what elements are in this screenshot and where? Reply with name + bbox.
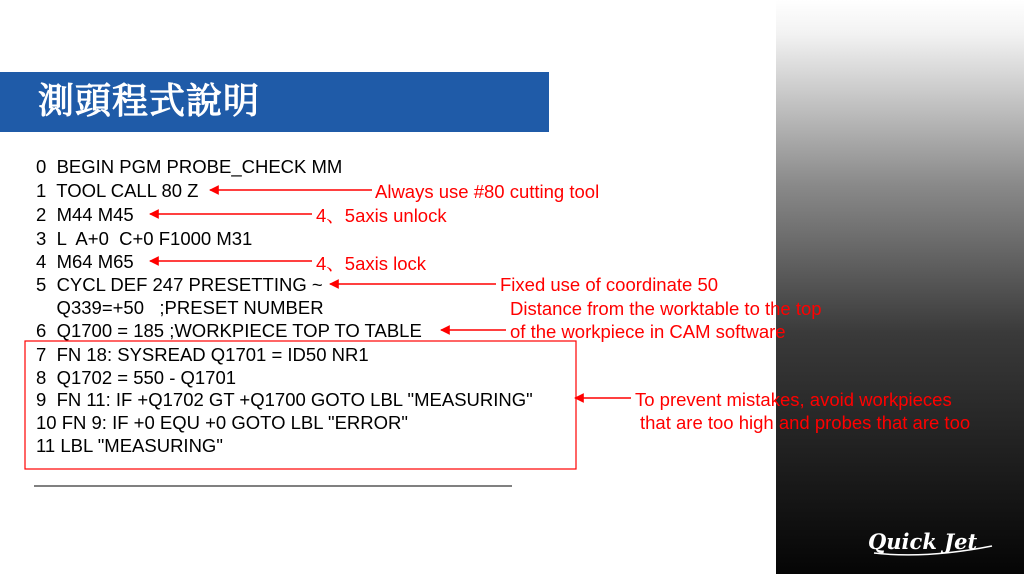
code-line-3: 3 L A+0 C+0 F1000 M31 xyxy=(36,228,253,249)
page-title: 測頭程式說明 xyxy=(38,81,261,122)
note-prevent-line-1: To prevent mistakes, avoid workpieces xyxy=(635,389,952,410)
code-line-12: 11 LBL "MEASURING" xyxy=(36,435,223,456)
note-prevent-line-2: that are too high and probes that are too xyxy=(640,412,971,433)
side-gradient-panel xyxy=(776,0,1024,574)
note-distance-line-2: of the workpiece in CAM software xyxy=(510,321,786,342)
code-line-4: 4 M64 M65 xyxy=(36,251,134,272)
note-tool: Always use #80 cutting tool xyxy=(375,181,600,202)
note-axis-unlock: 4、5axis unlock xyxy=(316,205,447,226)
code-line-2: 2 M44 M45 xyxy=(36,204,134,225)
quickjet-logo xyxy=(866,526,996,562)
code-line-11: 10 FN 9: IF +0 EQU +0 GOTO LBL "ERROR" xyxy=(36,412,408,433)
note-coordinate: Fixed use of coordinate 50 xyxy=(500,274,719,295)
code-line-5: 5 CYCL DEF 247 PRESETTING ~ xyxy=(36,274,323,295)
logo-swoosh-icon xyxy=(866,526,996,562)
note-distance-line-1: Distance from the worktable to the top xyxy=(510,298,822,319)
code-line-0: 0 BEGIN PGM PROBE_CHECK MM xyxy=(36,156,343,177)
code-line-8: 7 FN 18: SYSREAD Q1701 = ID50 NR1 xyxy=(36,344,369,365)
code-line-6: Q339=+50 ;PRESET NUMBER xyxy=(36,297,324,318)
note-axis-lock: 4、5axis lock xyxy=(316,253,427,274)
code-line-1: 1 TOOL CALL 80 Z xyxy=(36,180,199,201)
code-line-7: 6 Q1700 = 185 ;WORKPIECE TOP TO TABLE xyxy=(36,320,422,341)
code-line-9: 8 Q1702 = 550 - Q1701 xyxy=(36,367,237,388)
code-line-10: 9 FN 11: IF +Q1702 GT +Q1700 GOTO LBL "MEASURING" xyxy=(36,389,533,410)
logo-text: Quick Jet xyxy=(868,529,978,554)
